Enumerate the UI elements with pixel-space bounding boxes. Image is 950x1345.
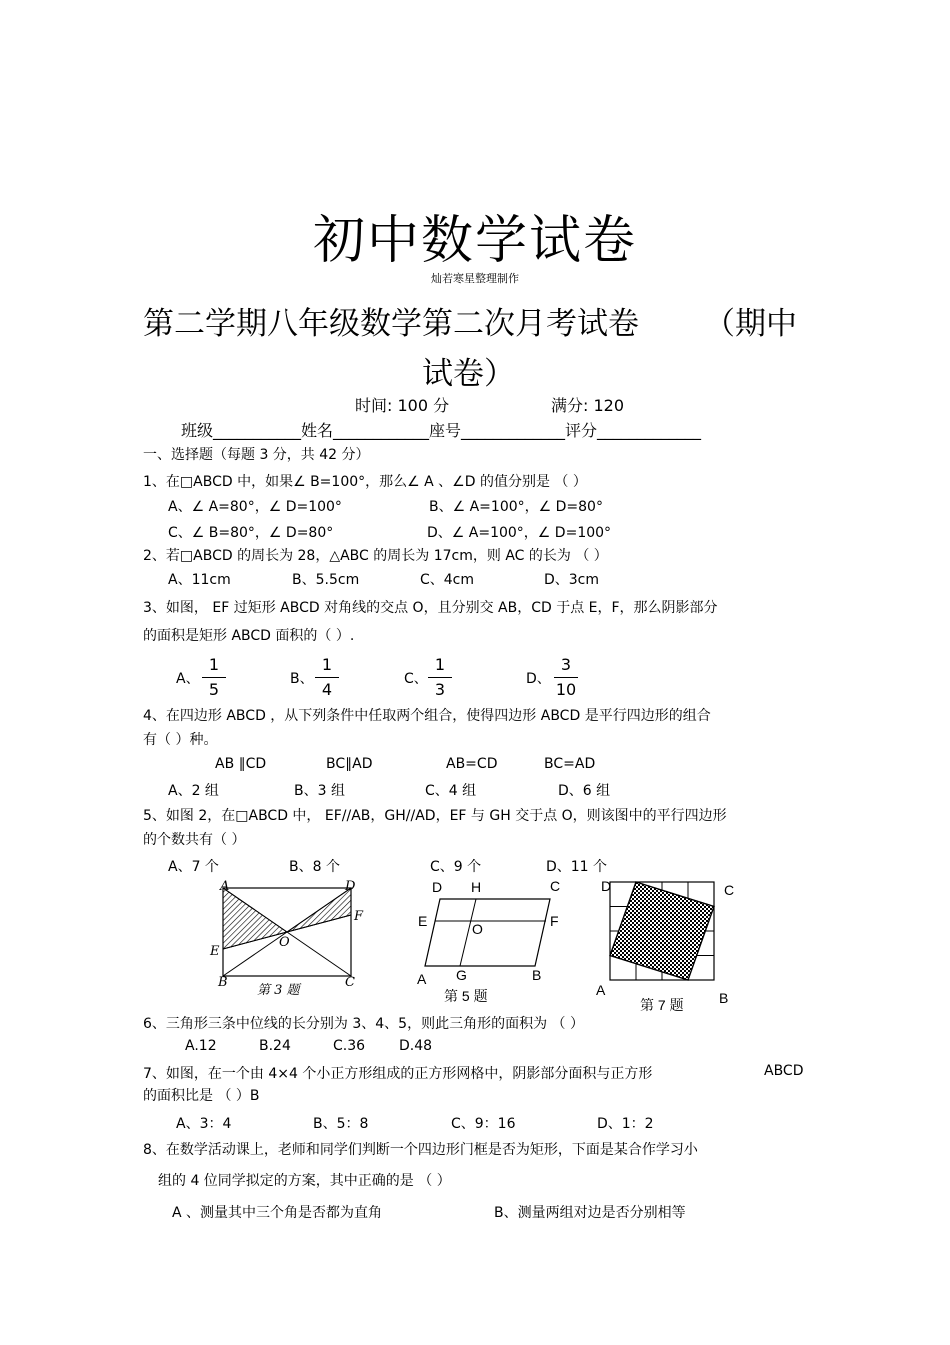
exam-subtitle: 第二学期八年级数学第二次月考试卷	[143, 306, 639, 342]
q4-option-c: C、4 组	[425, 783, 477, 799]
fig5-caption: 第 5 题	[444, 988, 488, 1004]
q1-stem: 1、在□ABCD 中，如果∠ B=100°，那么∠ A 、∠D 的值分别是 （ ）	[143, 474, 587, 490]
fig5-label-o: O	[472, 921, 483, 937]
fig3-label-a: A	[220, 879, 230, 894]
fig7-label-a: A	[596, 982, 606, 998]
q3-fraction-c: 1 3	[428, 655, 452, 700]
q3-line1: 3、如图， EF 过矩形 ABCD 对角线的交点 O，且分别交 AB，CD 于点 E，F，那么阴影部分	[143, 600, 718, 616]
q5-line2: 的个数共有（ ）	[143, 832, 246, 848]
q8-option-b: B、测量两组对边是否分别相等	[494, 1205, 686, 1221]
q4-line1: 4、在四边形 ABCD ，从下列条件中任取两个组合，使得四边形 ABCD 是平行四边形的组合	[143, 708, 711, 724]
q1-option-b: B、∠ A=100°，∠ D=80°	[429, 499, 603, 515]
fig3-label-b: B	[218, 975, 228, 990]
exam-time: 时间: 100 分	[355, 396, 450, 415]
q5-option-c: C、9 个	[430, 859, 482, 875]
fig5-label-e: E	[418, 913, 428, 929]
fig3-label-o: O	[279, 935, 290, 950]
fig3-label-e: E	[210, 944, 220, 959]
q5-line1: 5、如图 2，在□ABCD 中， EF//AB，GH//AD，EF 与 GH 交于点 O，则该图中的平行四边形	[143, 808, 727, 824]
q4-condition-1: AB ∥CD	[215, 756, 267, 772]
q3-option-d: D、	[526, 671, 551, 687]
fig5-label-d: D	[432, 879, 443, 895]
q7-option-a: A、3：4	[176, 1116, 232, 1132]
q6-option-b: B.24	[259, 1038, 291, 1054]
q6-option-c: C.36	[333, 1038, 366, 1054]
fig5-label-c: C	[550, 878, 561, 894]
q5-option-a: A、7 个	[168, 859, 219, 875]
q2-option-a: A、11cm	[168, 572, 231, 588]
q7-option-b: B、5：8	[313, 1116, 369, 1132]
q8-option-a: A 、测量其中三个角是否都为直角	[172, 1205, 383, 1221]
q6-stem: 6、三角形三条中位线的长分别为 3、4、5，则此三角形的面积为 （ ）	[143, 1016, 584, 1032]
fig7-label-c: C	[724, 882, 735, 898]
q7-line1: 7、如图，在一个由 4×4 个小正方形组成的正方形网格中，阴影部分面积与正方形	[143, 1066, 653, 1082]
q2-option-b: B、5.5cm	[292, 572, 360, 588]
exam-full-score: 满分: 120	[551, 396, 625, 415]
fig3-label-d: D	[345, 879, 356, 894]
q2-option-d: D、3cm	[544, 572, 600, 588]
q8-line1: 8、在数学活动课上，老师和同学们判断一个四边形门框是否为矩形，下面是某合作学习小	[143, 1142, 698, 1158]
q8-line2: 组的 4 位同学拟定的方案，其中正确的是 （ ）	[158, 1173, 451, 1189]
q3-option-c: C、	[404, 671, 428, 687]
q3-fraction-a: 1 5	[202, 655, 226, 700]
q4-condition-4: BC=AD	[544, 756, 596, 772]
fig5-label-h: H	[471, 879, 482, 895]
q7-option-c: C、9：16	[451, 1116, 516, 1132]
figure-5	[410, 876, 580, 1006]
fig7-label-d: D	[601, 878, 612, 894]
fig3-label-f: F	[354, 909, 364, 924]
fig3-label-c: C	[345, 975, 355, 990]
q5-option-d: D、11 个	[546, 859, 608, 875]
figure-7	[590, 876, 745, 1016]
q7-line2: 的面积比是 （ ）B	[143, 1088, 260, 1104]
fig3-caption: 第 3 题	[257, 983, 300, 998]
q4-option-b: B、3 组	[294, 783, 345, 799]
q4-option-a: A、2 组	[168, 783, 219, 799]
section-heading: 一、选择题（每题 3 分，共 42 分）	[143, 447, 370, 463]
figure-3	[205, 876, 375, 1001]
q3-option-b: B、	[290, 671, 314, 687]
exam-title: 初中数学试卷	[312, 211, 637, 271]
fig7-label-b: B	[719, 990, 729, 1006]
q3-option-a: A、	[176, 671, 200, 687]
exam-subtitle-paren: （期中	[704, 306, 797, 342]
q3-fraction-b: 1 4	[315, 655, 339, 700]
q3-line2: 的面积是矩形 ABCD 面积的（ ）.	[143, 628, 355, 644]
q1-option-c: C、∠ B=80°，∠ D=80°	[168, 525, 334, 541]
student-info-fields: 班级___________姓名____________座号_____________评分_____________	[181, 421, 702, 440]
q2-option-c: C、4cm	[420, 572, 475, 588]
q4-condition-3: AB=CD	[446, 756, 498, 772]
q1-option-a: A、∠ A=80°，∠ D=100°	[168, 499, 342, 515]
credit-line: 灿若寒星整理制作	[431, 272, 519, 285]
q4-option-d: D、6 组	[558, 783, 611, 799]
q6-option-a: A.12	[185, 1038, 217, 1054]
q6-option-d: D.48	[399, 1038, 433, 1054]
fig5-label-a: A	[417, 971, 427, 987]
fig5-label-f: F	[550, 913, 559, 929]
fig7-caption: 第 7 题	[640, 997, 684, 1013]
q7-option-d: D、1：2	[597, 1116, 654, 1132]
q7-line1-end: ABCD	[764, 1063, 804, 1079]
fig5-label-b: B	[532, 967, 542, 983]
q2-stem: 2、若□ABCD 的周长为 28，△ABC 的周长为 17cm，则 AC 的长为 （ ）	[143, 548, 608, 564]
q1-option-d: D、∠ A=100°，∠ D=100°	[427, 525, 612, 541]
fig5-label-g: G	[456, 967, 467, 983]
q4-condition-2: BC∥AD	[326, 756, 373, 772]
q5-option-b: B、8 个	[289, 859, 340, 875]
q3-fraction-d: 3 10	[555, 655, 577, 699]
exam-subtitle-line2: 试卷）	[422, 356, 515, 392]
q4-line2: 有（ ）种。	[143, 732, 218, 748]
